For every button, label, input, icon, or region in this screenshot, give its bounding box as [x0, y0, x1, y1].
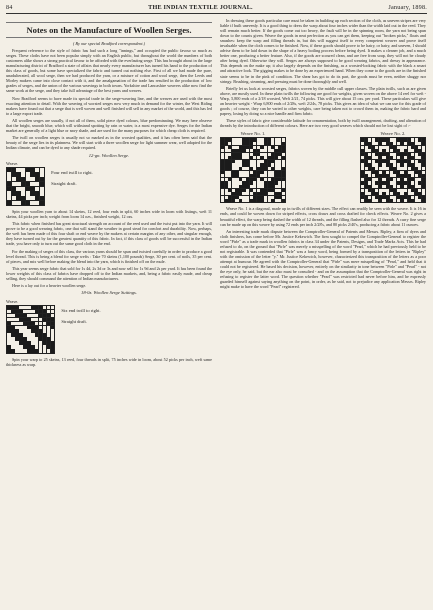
paragraph: Frequent reference to the style of fabric has had such a long "innings," and occupied the public favour so much as serges. These cloths have not been popular simply with an English public, but throughout the world the numbers of both customers alike shows a strong practical favour to be afforded with the everlasting serge. This has brought about in the large manufacturing district of Bradford a state of affairs that nearly every manufacturer has turned his hand to the production of this class of goods, but some have specialized the fabric and turned out nothing else. First of all we had made the pure, unadulterated, all wool serge, then we had produced the yarn, or a mixture of cotton and wool serge, then the Leeds and Morley makers came into close contact with it, and the amalgamation of the trade has resulted in the production of low grades of serges, and the union of the various weavings in both towns. Yorkshire and Lancashire weavers alike now find the same work at the serge, and they take full advantage of the best yarns and weaves.: [6, 48, 212, 94]
weave4-label: Weave No. 2.: [380, 131, 406, 137]
weave-cell: [21, 172, 25, 176]
weave-cell: [26, 182, 30, 186]
weave-cell: [35, 172, 39, 176]
paragraph: Spin your woollen yarn to about 14 skeins, 12 reed, four ends in split, 60 inches wide in loom with listings, weft 11 skeins, 44 picks per inch; weight from loom 14 ozs., finished weight, 12 ozs.: [6, 208, 212, 219]
weave-cell: [21, 196, 25, 200]
weave-cell: [7, 177, 11, 181]
weave-cell: [12, 177, 16, 181]
paragraph: All woollen serges are usually, if not all of them, solid piece dyed colours, blue predominating. We may here observe that the bright, smooth blue, which will withstand spotting by rain or water, is a most expensive dye. Serges for the Indian market are generally of a light blue or navy shade, and are used for the many purposes for which cheap cloth is required.: [6, 118, 212, 134]
weave-cell: [21, 182, 25, 186]
weave-cell: [21, 201, 25, 205]
weave2-figure: [6, 299, 55, 354]
weave-cell: [26, 187, 30, 191]
weave-cell: [12, 182, 16, 186]
weave-cell: [40, 201, 44, 205]
issue-date: January, 1898.: [388, 4, 427, 11]
weave-cell: [26, 201, 30, 205]
weave-cell: [26, 172, 30, 176]
weave-cell: [16, 201, 20, 205]
weave-cell: [12, 196, 16, 200]
page-header: [6, 4, 427, 14]
weave-cell: [40, 177, 44, 181]
paragraph: This fabric when finished has great structural strength on account of the reed used and the twist put into the yarn. It will prove to be a good wearing fabric, one that will stand the weather in good stead for comfort and durability. Now, perhaps, the weft has been made of this four shaft or end weave by the makers at certain margins of any other, and singular enough, they have turned out by far the greatest quantity of this fabric. In fact, if this class of goods will be successful in the Indian trade, you have only to turn out the same good cloth in the end.: [6, 221, 212, 247]
weave-cell: [30, 168, 34, 172]
page-number: 84: [6, 4, 13, 11]
weave-cell: [40, 172, 44, 176]
weave-cell: [21, 187, 25, 191]
weave-cell: [7, 187, 11, 191]
weave-cell: [7, 196, 11, 200]
weave-cell: [16, 172, 20, 176]
weave-cell: [30, 187, 34, 191]
weave-cell: [21, 191, 25, 195]
weave2-line: Six end twill to right.: [61, 307, 101, 313]
weave-cell: [282, 199, 285, 202]
weave-cell: [7, 168, 11, 172]
journal-title: THE INDIAN TEXTILE JOURNAL.: [148, 4, 253, 11]
weave2-label: Weave.: [6, 298, 19, 304]
paragraph: Here is a lay out for a heavier woollen serge.: [12, 283, 87, 289]
paragraph: Briefly let us look at worsted serges, fabrics woven by the middle cull upper classes. The plain twills, such as are given above, are mostly used. In these plain twills the following are good for weights, given woven on the above 14 reel for weft - Warp, 5,800 ends of a 2/18 worsted, Weft 2/21, 74 picks. This will give about 15 ozs. per yard. These particulars will give an heavier weight - Warp 6,800 ends of 2/28s, weft 2/24s, 78 picks. This gives an idea of what we can use for this grade of goods ; of course, they can be varied to other weights, care being taken not to crowd them in, making the fabric hard and papery, losing by doing so a nice handle and firm fabric.: [220, 85, 426, 117]
two-column-body: [6, 18, 427, 369]
weave-cell: [7, 201, 11, 205]
weave-cell: [35, 191, 39, 195]
weave-cell: [51, 349, 55, 353]
weave-cell: [40, 182, 44, 186]
weave1-block: [6, 161, 212, 206]
weave3-grid: [220, 137, 286, 203]
weave1-line: Four end twill to right.: [51, 169, 93, 175]
weave-cell: [30, 172, 34, 176]
weave-cell: [12, 187, 16, 191]
weave-cell: [35, 168, 39, 172]
weave2-caption: [61, 299, 100, 329]
weave-cell: [40, 196, 44, 200]
weave-cell: [16, 177, 20, 181]
weave-cell: [16, 196, 20, 200]
weave-cell: [16, 168, 20, 172]
weave-cell: [21, 168, 25, 172]
weave-cell: [16, 187, 20, 191]
paragraph: These styles of fabric give considerable latitude for ornamentation, both by twill arrangement, drafting, and alteration of threads by the introduction of different colours. Here are two very good weaves which should not be lost sight of :-: [220, 118, 426, 129]
weave-cell: [12, 201, 16, 205]
weave-cell: [35, 196, 39, 200]
paragraph: In dressing these goods particular care must be taken in building up each section of the cloth, as uneven stripes are very liable if built unevenly. It is a good thing to dress the warp about four inches wider than the width laid out in the reed. They will remain much better. If the goods come out too heavy, the fault will be in the spinning room, the yarn not being spun down to the counts given. Weave the goods in neat perfection as you can get them, keeping out "broken picks," floats and smashes: keep the warp and filling threads in, but this will suggest itself to every competent weaver and prove itself invaluable when the cloth comes to be finished. Now, if these goods should prove to be hairy, or hairy, and uneven, I should advise them to be laid down in the shape of a heavy boiling process before being dyed. It makes a cleaner job, and a much better one, producing a better feature. Also, if the goods are scoured clean, and are free from soap, they will not be cloudy after being dyed. Otherwise they will. Serges are always supposed to be good wearing fabrics, and dressy in appearance. This depends on the make up; it also largely depends on the finishing, as a worsted-looking fabric with the black a smart and attractive look. The gigging makes to be done by an experienced hand. When they come to the goods are in the finished state seems to be in the pink of condition. The shear has got to do its part, the goods must be even, neither shaggy nor stringy. Brushing, steaming, and pressing must be done thoroughly and well.: [220, 18, 426, 84]
right-column: [220, 18, 426, 369]
paragraph: An interesting trade mark dispute between the Comptroller-General of Patents and Messrs. Ripley, a firm of dyers and cloth finishers, has come before Mr. Justice Kekewich. The firm sought to compel the Comptroller-General to register the word "Pirle" as a trade mark in woollen fabrics in class 34 under the Patents, Designs, and Trade Marks Acts. This he had refused to do, on the ground that "Pirle" was merely a misspelling of the word "Pearl," which he had previously held to be not registrable. It was contended that "Pirle" was a fancy word, being formed by a transposition of the letters in "Ripley" with the omission of the letter "y." Mr. Justice Kekewich, however, characterized this transposition of the letters as a poor attempt at humour. He agreed with the Comptroller-General that "Pirle" was mere misspelling of "Pearl," and held that it could not be registered. He based his decision, however, entirely on the similarity in tone between "Pirle" and "Pearl" - not the eye only, he said, but the ear also must be consulted - and on the assumption that the Comptroller-General was right in refusing to register the latter word. The question whether "Pearl" was restricted had never before him, and he expressly guarded himself against saying anything on the point, in order, as he said, not to prejudice any application Messrs. Ripley might make to have the word "Pearl" registered.: [220, 228, 426, 290]
weave-cell: [40, 168, 44, 172]
weave1-label: Weave.: [6, 160, 19, 166]
weave-cell: [35, 187, 39, 191]
weave4-grid: [360, 137, 426, 203]
weave-cell: [16, 191, 20, 195]
weave-cell: [35, 177, 39, 181]
weave2-caption-title: 18-0z. Woollen Serge Suitings.: [81, 290, 137, 296]
article-byline: ( By our special Bradford correspondent.): [72, 41, 146, 46]
left-column: [6, 18, 212, 369]
weave-cell: [35, 201, 39, 205]
weave3-figure: [220, 131, 286, 203]
weave-cell: [30, 201, 34, 205]
weave1-grid: [6, 167, 45, 206]
weave-cell: [21, 177, 25, 181]
weave-cell: [35, 182, 39, 186]
weave-cell: [422, 199, 425, 202]
paragraph: Weave No. 1 is a diagonal, made up in twills of different sizes. The effect can readily be seen with the weave. It is 16 in ends, and could be woven down for striped effects, cross draws and cross drafted for check effects. Weave No. 2 gives a beautiful effect, the warp being dashed the width of 12 threads, and the filling flashed also for 12 threads. A curry fine serge can be made up on this weave by using 72 ends per inch 2/28's, and 80 picks 2/40's, producing a fabric about 11 ounces.: [220, 206, 426, 227]
weave4-figure: [360, 131, 426, 203]
weave2-block: [6, 299, 212, 354]
paragraph: Now Bradford seems to have made its special trade in the serge-weaving line, and the weaves are used with the most exacting attention to detail. With the weaving of worsted serges now very much in demand for the winter, the West Riding makers have found out that a serge that is well woven and well finished will sell in any market of the world, and this has led to a large export trade.: [6, 95, 212, 116]
weave-cell: [30, 196, 34, 200]
weave-cell: [26, 168, 30, 172]
paragraph: For the making of serges of this class, the various yarns should be spun and twisted carefully in order to produce a good level thread. This is being a blend for serge wefts : Take 70 skeins (1,100 pounds) Serge, 30 per cent. of noils, 35 per cent. of pieces, and mix well before making the blend into the yarn, which is finished off on the mule.: [6, 248, 212, 264]
weave1-line: Straight draft.: [51, 180, 77, 186]
weave2-line: Straight draft.: [61, 318, 87, 324]
weave-cell: [7, 182, 11, 186]
weave-cell: [16, 182, 20, 186]
article-title: Notes on the Manufacture of Woollen Serges.: [6, 22, 212, 38]
weave-cell: [7, 172, 11, 176]
weave-cell: [26, 191, 30, 195]
weave-cell: [7, 191, 11, 195]
weave-cell: [12, 168, 16, 172]
weave-cell: [26, 196, 30, 200]
paragraph: Spin your warp to 25 skeins, 13 reed, four threads in split, 75 inches wide in loom, about 52 picks per inch, weft same thickness as warp.: [6, 357, 212, 368]
weave-cell: [30, 182, 34, 186]
weave-cell: [12, 172, 16, 176]
paragraph: This year seems serge fabric that sold for 1s 4d, 2s 3d or 3s and now sell for 1s 9d and 2s per yard. It has been found the lower weights of this class of fabrics have dropped off to the Indian markets, and, being a fabric easily made, and cheap selling, they should command the attention of Indian manufacturers.: [6, 265, 212, 282]
weave-cell: [30, 191, 34, 195]
weave-cell: [26, 177, 30, 181]
weave1-figure: [6, 161, 45, 206]
weave-cell: [30, 177, 34, 181]
paragraph: The twill on woollen serges is usually not so marked as in the worsted qualities, and it has often been said that the beauty of the serge lies in its plainness. We will start with a three woollen serge for light summer wear, well adapted for the Indian climate, and can be dyed to any shade required.: [6, 135, 212, 151]
weave-cell: [40, 187, 44, 191]
weave-cell: [40, 191, 44, 195]
weave2-grid: [6, 305, 55, 354]
weave1-caption: [51, 161, 93, 191]
weave-cell: [12, 191, 16, 195]
weave1-caption-title: 12-gn. Woollen Serge.: [88, 152, 130, 158]
weaves-pair: [220, 131, 426, 203]
weave3-label: Weave No. 1.: [240, 131, 266, 137]
